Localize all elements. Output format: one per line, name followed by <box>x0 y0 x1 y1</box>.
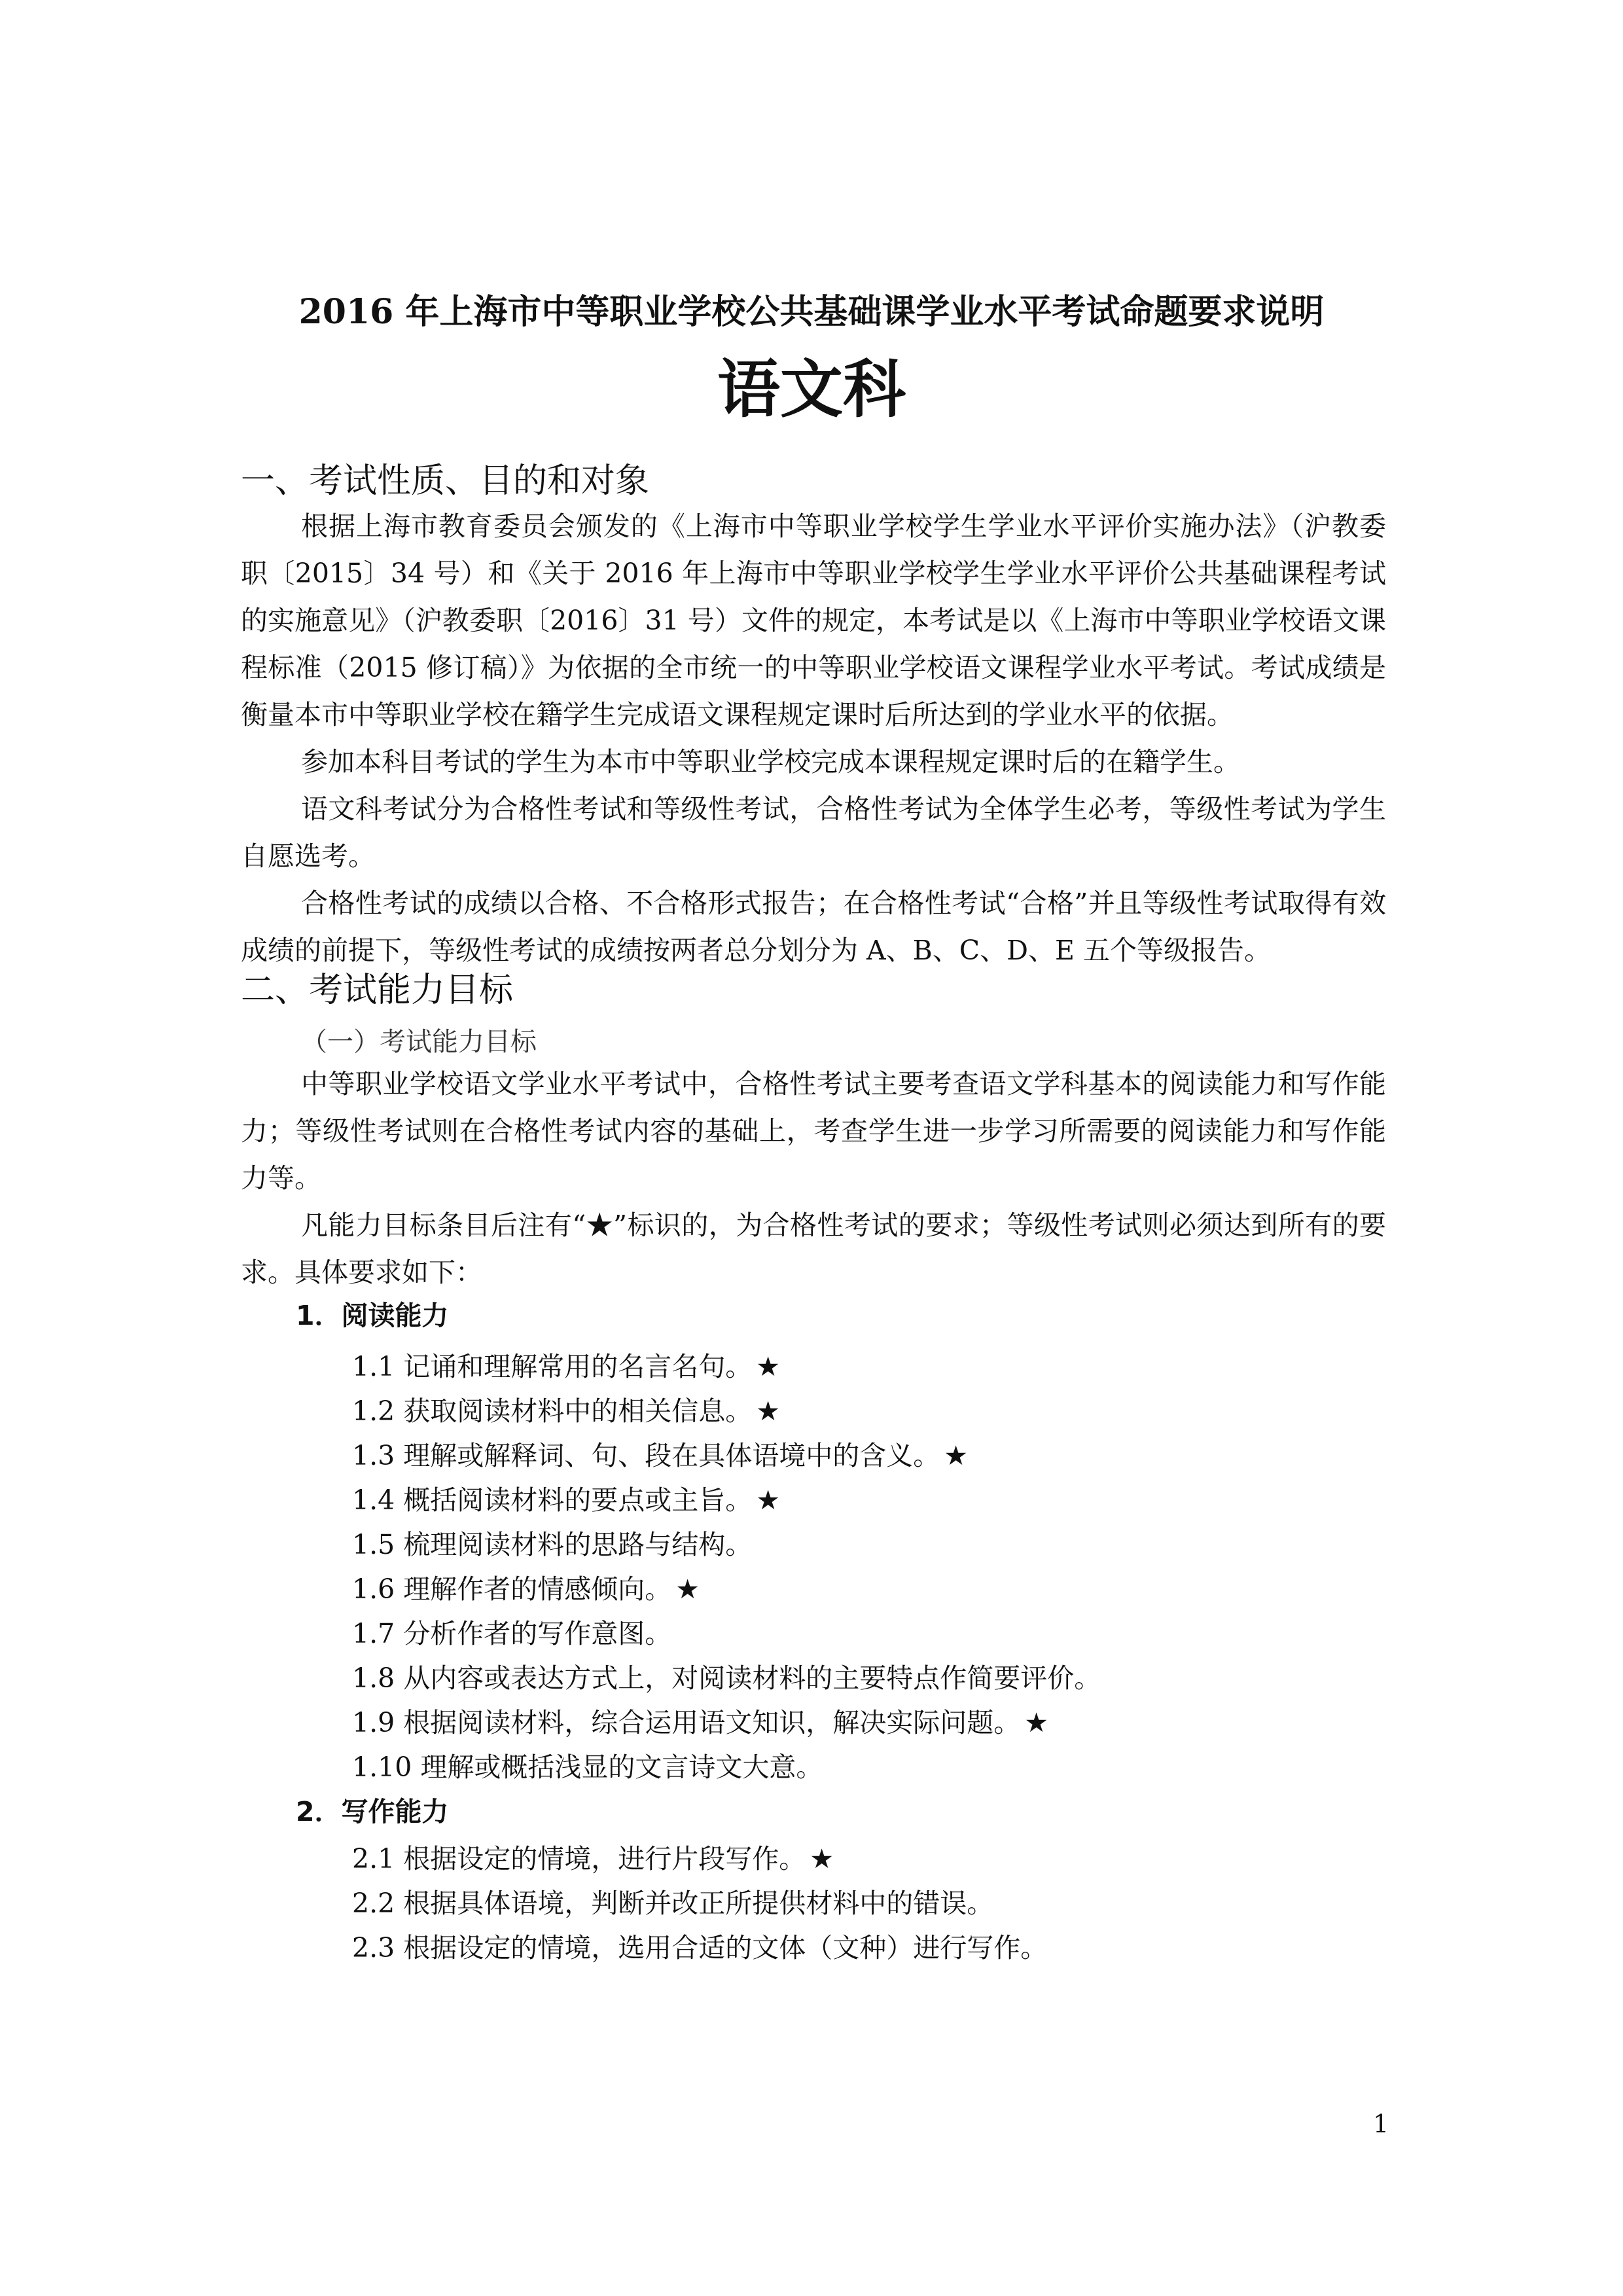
star-icon: ★ <box>944 1440 968 1471</box>
writing-item: 2.2 根据具体语境，判断并改正所提供材料中的错误。 <box>352 1888 994 1919</box>
writing-item: 2.1 根据设定的情境，进行片段写作。 ★ <box>352 1843 834 1874</box>
document-title: 2016 年上海市中等职业学校公共基础课学业水平考试命题要求说明 <box>298 292 1325 332</box>
reading-item: 1.2 获取阅读材料中的相关信息。 ★ <box>352 1395 781 1427</box>
section-heading-1: 一、考试性质、目的和对象 <box>241 461 650 501</box>
subheading-ability-goals: （一）考试能力目标 <box>301 1027 537 1057</box>
star-icon: ★ <box>675 1573 700 1605</box>
paragraph-legal-basis: 根据上海市教育委员会颁发的《上海市中等职业学校学生学业水平评价实施办法》（沪教委职〔2015〕34 号）和《关于 2016 年上海市中等职业学校学生学业水平评价公共基础课程考试的实施意见》（沪教委职〔2016〕31 号）文件的规定，本考试是以《上海市中等职业学校语文课程标准（2015 修订稿）》为依据的全市统一的中等职业学校语文课程学业水平考试。考试成绩是衡量本市中等职业学校在籍学生完成语文课程规定课时后所达到的学业水平的依据。 <box>241 511 1386 730</box>
star-icon: ★ <box>756 1484 781 1516</box>
reading-item: 1.10 理解或概括浅显的文言诗文大意。 <box>352 1751 823 1783</box>
star-icon: ★ <box>756 1351 781 1382</box>
paragraph-star-explanation: 凡能力目标条目后注有“★”标识的，为合格性考试的要求；等级性考试则必须达到所有的要求。具体要求如下： <box>241 1210 1386 1288</box>
reading-item: 1.4 概括阅读材料的要点或主旨。 ★ <box>352 1484 781 1516</box>
reading-item: 1.3 理解或解释词、句、段在具体语境中的含义。 ★ <box>352 1440 968 1471</box>
paragraph-grading: 合格性考试的成绩以合格、不合格形式报告；在合格性考试“合格”并且等级性考试取得有效成绩的前提下，等级性考试的成绩按两者总分划分为 A、B、C、D、E 五个等级报告。 <box>241 888 1386 966</box>
writing-item: 2.3 根据设定的情境，选用合适的文体（文种）进行写作。 <box>352 1932 1048 1964</box>
reading-item: 1.6 理解作者的情感倾向。 ★ <box>352 1573 700 1605</box>
reading-item: 1.8 从内容或表达方式上，对阅读材料的主要特点作简要评价。 <box>352 1662 1101 1694</box>
reading-item: 1.5 梳理阅读材料的思路与结构。 <box>352 1529 753 1560</box>
paragraph-ability-overview: 中等职业学校语文学业水平考试中，合格性考试主要考查语文学科基本的阅读能力和写作能力；等级性考试则在合格性考试内容的基础上，考查学生进一步学习所需要的阅读能力和写作能力等。 <box>241 1068 1386 1194</box>
paragraph-exam-candidates: 参加本科目考试的学生为本市中等职业学校完成本课程规定课时后的在籍学生。 <box>301 746 1240 778</box>
writing-ability-heading: 2．写作能力 <box>296 1796 449 1827</box>
paragraph-exam-types: 语文科考试分为合格性考试和等级性考试，合格性考试为全体学生必考，等级性考试为学生自愿选考。 <box>241 793 1386 872</box>
star-icon: ★ <box>756 1395 781 1427</box>
reading-item: 1.7 分析作者的写作意图。 <box>352 1618 672 1649</box>
page-number: 1 <box>1373 2109 1389 2138</box>
reading-item: 1.9 根据阅读材料，综合运用语文知识，解决实际问题。 ★ <box>352 1707 1048 1738</box>
reading-ability-heading: 1．阅读能力 <box>296 1300 449 1331</box>
star-icon: ★ <box>1024 1707 1048 1738</box>
star-icon: ★ <box>810 1843 834 1874</box>
reading-item: 1.1 记诵和理解常用的名言名句。 ★ <box>352 1351 781 1382</box>
section-heading-2: 二、考试能力目标 <box>241 971 514 1010</box>
subject-title: 语文科 <box>717 353 906 426</box>
